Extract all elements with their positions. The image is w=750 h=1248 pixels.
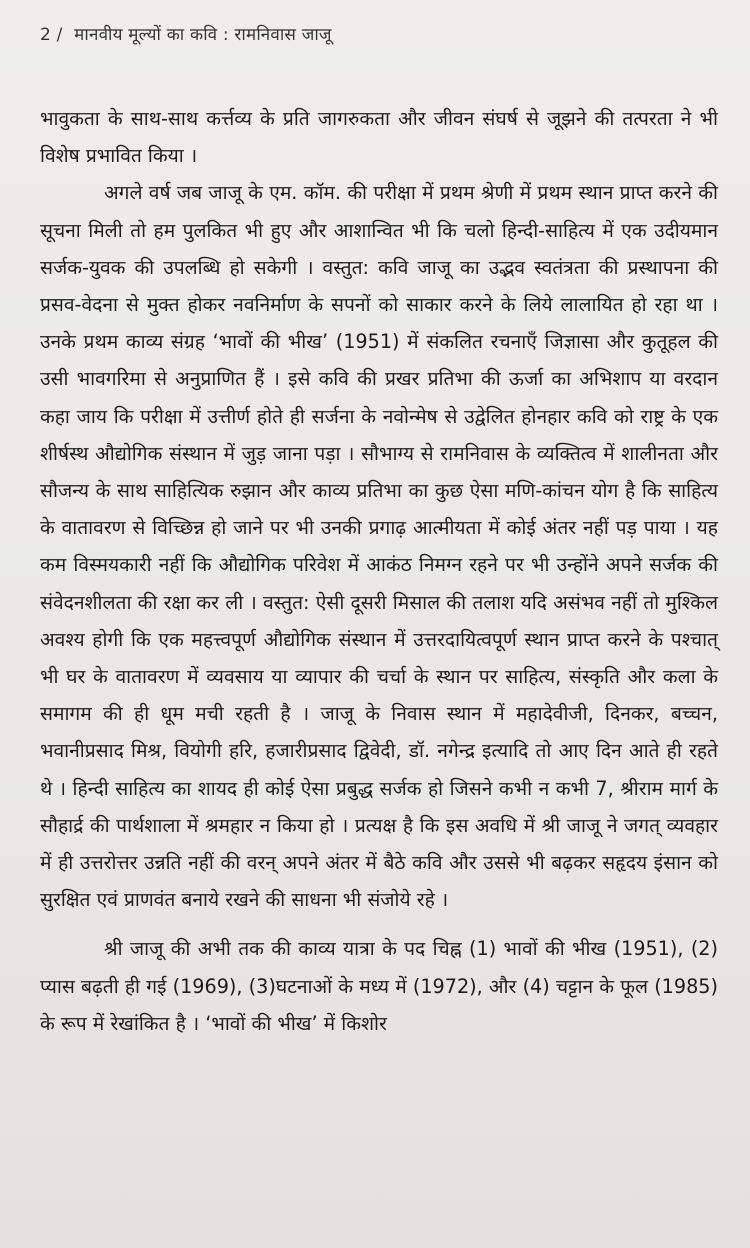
running-head	[40, 18, 718, 52]
book-title: मानवीय मूल्यों का कवि : रामनिवास जाजू	[74, 25, 332, 45]
paragraph-main: अगले वर्ष जब जाजू के एम. कॉम. की परीक्षा में प्रथम श्रेणी में प्रथम स्थान प्राप्त करने की सूचना मिली तो हम पुलकित भी हुए और आशान्वित भी कि चलो हिन्दी-साहित्य में एक उदीयमान सर्जक-युवक की उपलब्धि हो सकेगी । वस्तुत: कवि जाजू का उद्भव स्वतंत्रता की प्रस्थापना की प्रसव-वेदना से मुक्त होकर नवनिर्माण के सपनों को साकार करने के लिये लालायित हो रहा था । उनके प्रथम काव्य संग्रह ‘भावों की भीख’ (1951) में संकलित रचनाएँ जिज्ञासा और कुतूहल की उसी भावगरिमा से अनुप्राणित हैं । इसे कवि की प्रखर प्रतिभा की ऊर्जा का अभिशाप या वरदान कहा जाय कि परीक्षा में उत्तीर्ण होते ही सर्जना के नवोन्मेष से उद्वेलित होनहार कवि को राष्ट्र के एक शीर्षस्थ औद्योगिक संस्थान में जुड़ जाना पड़ा । सौभाग्य से रामनिवास के व्यक्तित्व में शालीनता और सौजन्य के साथ साहित्यिक रुझान और काव्य प्रतिभा का कुछ ऐसा मणि-कांचन योग है कि साहित्य के वातावरण से विच्छिन्न हो जाने पर भी उनकी प्रगाढ़ आत्मीयता में कोई अंतर नहीं पड़ पाया । यह कम विस्मयकारी नहीं कि औद्योगिक परिवेश में आकंठ निमग्न रहने पर भी उन्होंने अपने सर्जक की संवेदनशीलता की रक्षा कर ली । वस्तुत: ऐसी दूसरी मिसाल की तलाश यदि असंभव नहीं तो मुश्किल अवश्य होगी कि एक महत्त्वपूर्ण औद्योगिक संस्थान में उत्तरदायित्वपूर्ण स्थान प्राप्त करने के पश्चात् भी घर के वातावरण में व्यवसाय या व्यापार की चर्चा के स्थान पर साहित्य, संस्कृति और कला के समागम की ही धूम मची रहती है । जाजू के निवास स्थान में महादेवीजी, दिनकर, बच्चन, भवानीप्रसाद मिश्र, वियोगी हरि, हजारीप्रसाद द्विवेदी, डॉ. नगेन्द्र इत्यादि तो आए दिन आते ही रहते थे । हिन्दी साहित्य का शायद ही कोई ऐसा प्रबुद्ध सर्जक हो जिसने कभी न कभी 7, श्रीराम मार्ग के सौहार्द्र की पार्थशाला में श्रमहार न किया हो । प्रत्यक्ष है कि इस अवधि में श्री जाजू ने जगत् व्यवहार में ही उत्तरोत्तर उन्नति नहीं की वरन् अपने अंतर में बैठे कवि और उससे भी बढ़कर सहृदय इंसान को सुरक्षित एवं प्राणवंत बनाये रखने की साधना भी संजोये रहे ।	[40, 181, 718, 912]
paragraph-poetry-journey: श्री जाजू की अभी तक की काव्य यात्रा के पद चिह्न (1) भावों की भीख (1951), (2) प्यास बढ़ती ही गई (1969), (3)घटनाओं के मध्य में (1972), और (4) चट्टान के फूल (1985) के रूप में रेखांकित है । ‘भावों की भीख’ में किशोर	[40, 937, 718, 1035]
body-text	[40, 100, 718, 1042]
paragraph-continuation: भावुकता के साथ-साथ कर्त्तव्य के प्रति जागरुकता और जीवन संघर्ष से जूझने की तत्परता ने भी विशेष प्रभावित किया ।	[40, 107, 718, 168]
page-number: 2 /	[40, 25, 63, 45]
